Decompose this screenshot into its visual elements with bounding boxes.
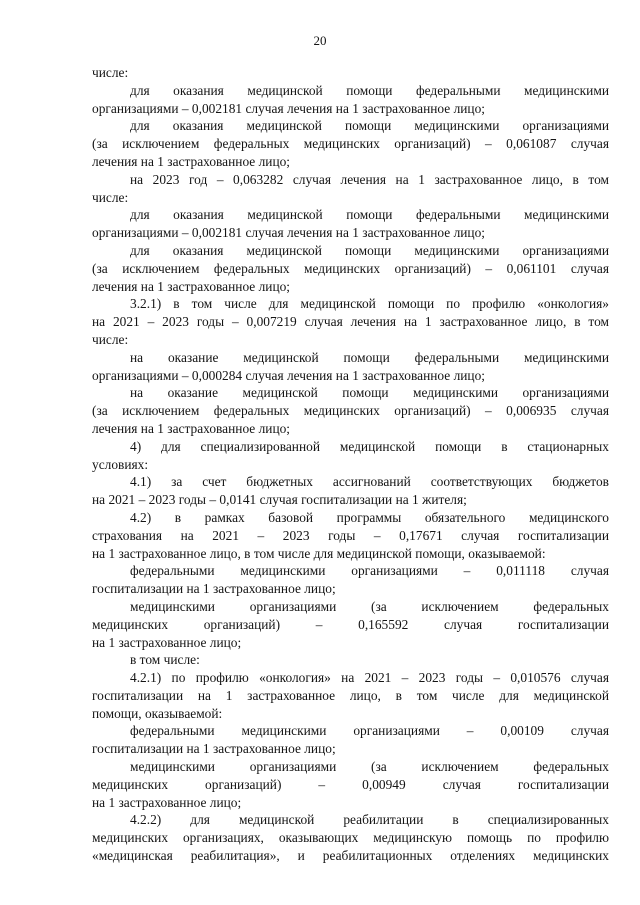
text-line: 4.2) в рамках базовой программы обязательного медицинского bbox=[130, 509, 609, 525]
text-line: лечения на 1 застрахованное лицо; bbox=[92, 420, 291, 436]
text-line: на 1 застрахованное лицо, в том числе для медицинской помощи, оказываемой: bbox=[92, 545, 546, 561]
text-line: лечения на 1 застрахованное лицо; bbox=[92, 278, 291, 294]
text-line: для оказания медицинской помощи медицинскими организациями bbox=[130, 242, 609, 258]
paragraph bbox=[92, 438, 609, 474]
text-line: медицинских организациях, оказывающих медицинскую помощь по профилю bbox=[92, 830, 609, 846]
text-line: федеральными медицинскими организациями – 0,00109 случая bbox=[130, 723, 609, 739]
text-line: 4.2.1) по профилю «онкология» на 2021 – 2023 годы – 0,010576 случая bbox=[130, 670, 609, 686]
paragraph bbox=[92, 811, 609, 864]
page-number: 20 bbox=[313, 33, 327, 48]
text-line: для оказания медицинской помощи федеральными медицинскими bbox=[130, 207, 609, 223]
text-line: медицинскими организациями (за исключением федеральных bbox=[130, 598, 609, 614]
text-line: организациями – 0,000284 случая лечения на 1 застрахованное лицо; bbox=[92, 367, 486, 383]
text-line: для оказания медицинской помощи федеральными медицинскими bbox=[130, 82, 609, 98]
text-line: на 1 застрахованное лицо; bbox=[92, 794, 242, 810]
text-line: 4.1) за счет бюджетных ассигнований соответствующих бюджетов bbox=[130, 474, 609, 490]
text-line: медицинских организаций) – 0,00949 случая госпитализации bbox=[92, 776, 609, 792]
text-line: для оказания медицинской помощи медицинскими организациями bbox=[130, 118, 609, 134]
text-line: медицинскими организациями (за исключением федеральных bbox=[130, 759, 609, 775]
text-line: (за исключением федеральных медицинских организаций) – 0,061101 случая bbox=[92, 260, 609, 276]
text-line: на оказание медицинской помощи медицинскими организациями bbox=[130, 385, 609, 401]
text-line: 3.2.1) в том числе для медицинской помощи по профилю «онкология» bbox=[130, 296, 609, 312]
text-line: организациями – 0,002181 случая лечения на 1 застрахованное лицо; bbox=[92, 100, 486, 116]
paragraph bbox=[92, 669, 609, 722]
text-line: числе: bbox=[92, 189, 129, 205]
paragraph bbox=[92, 651, 609, 669]
paragraph bbox=[92, 171, 609, 207]
paragraph bbox=[92, 117, 609, 170]
text-line: (за исключением федеральных медицинских организаций) – 0,061087 случая bbox=[92, 136, 609, 152]
text-line: страхования на 2021 – 2023 годы – 0,17671 случая госпитализации bbox=[92, 527, 609, 543]
text-line: «медицинская реабилитация», и реабилитационных отделениях медицинских bbox=[92, 848, 609, 864]
text-line: на 2023 год – 0,063282 случая лечения на 1 застрахованное лицо, в том bbox=[130, 171, 609, 187]
paragraph bbox=[92, 206, 609, 242]
paragraph bbox=[92, 82, 609, 118]
paragraph bbox=[92, 758, 609, 811]
paragraph bbox=[92, 295, 609, 348]
paragraph bbox=[92, 384, 609, 437]
text-line: федеральными медицинскими организациями – 0,011118 случая bbox=[130, 563, 609, 579]
paragraph bbox=[92, 598, 609, 651]
text-line: на 2021 – 2023 годы – 0,0141 случая госпитализации на 1 жителя; bbox=[92, 492, 467, 508]
text-line: числе: bbox=[92, 65, 129, 80]
text-line: госпитализации на 1 застрахованное лицо; bbox=[92, 741, 336, 757]
text-line: лечения на 1 застрахованное лицо; bbox=[92, 153, 291, 169]
paragraph bbox=[92, 64, 609, 82]
text-line: медицинских организаций) – 0,165592 случая госпитализации bbox=[92, 616, 609, 632]
paragraph bbox=[92, 722, 609, 758]
paragraph bbox=[92, 562, 609, 598]
paragraph bbox=[92, 349, 609, 385]
text-line: 4) для специализированной медицинской помощи в стационарных bbox=[130, 438, 609, 454]
text-line: на 1 застрахованное лицо; bbox=[92, 634, 242, 650]
text-line: госпитализации на 1 застрахованное лицо; bbox=[92, 581, 336, 597]
text-line: в том числе: bbox=[130, 652, 200, 668]
text-line: условиях: bbox=[92, 456, 149, 472]
paragraph bbox=[92, 473, 609, 509]
text-line: 4.2.2) для медицинской реабилитации в специализированных bbox=[130, 812, 609, 828]
paragraph bbox=[92, 509, 609, 562]
text-line: числе: bbox=[92, 331, 129, 347]
text-line: на 2021 – 2023 годы – 0,007219 случая лечения на 1 застрахованное лицо, в том bbox=[92, 314, 609, 330]
text-line: на оказание медицинской помощи федеральными медицинскими bbox=[130, 349, 609, 365]
text-line: госпитализации на 1 застрахованное лицо, в том числе для медицинской bbox=[92, 687, 609, 703]
paragraph bbox=[92, 242, 609, 295]
text-line: помощи, оказываемой: bbox=[92, 705, 223, 721]
text-line: организациями – 0,002181 случая лечения на 1 застрахованное лицо; bbox=[92, 225, 486, 241]
document-body bbox=[92, 64, 609, 865]
text-line: (за исключением федеральных медицинских организаций) – 0,006935 случая bbox=[92, 403, 609, 419]
